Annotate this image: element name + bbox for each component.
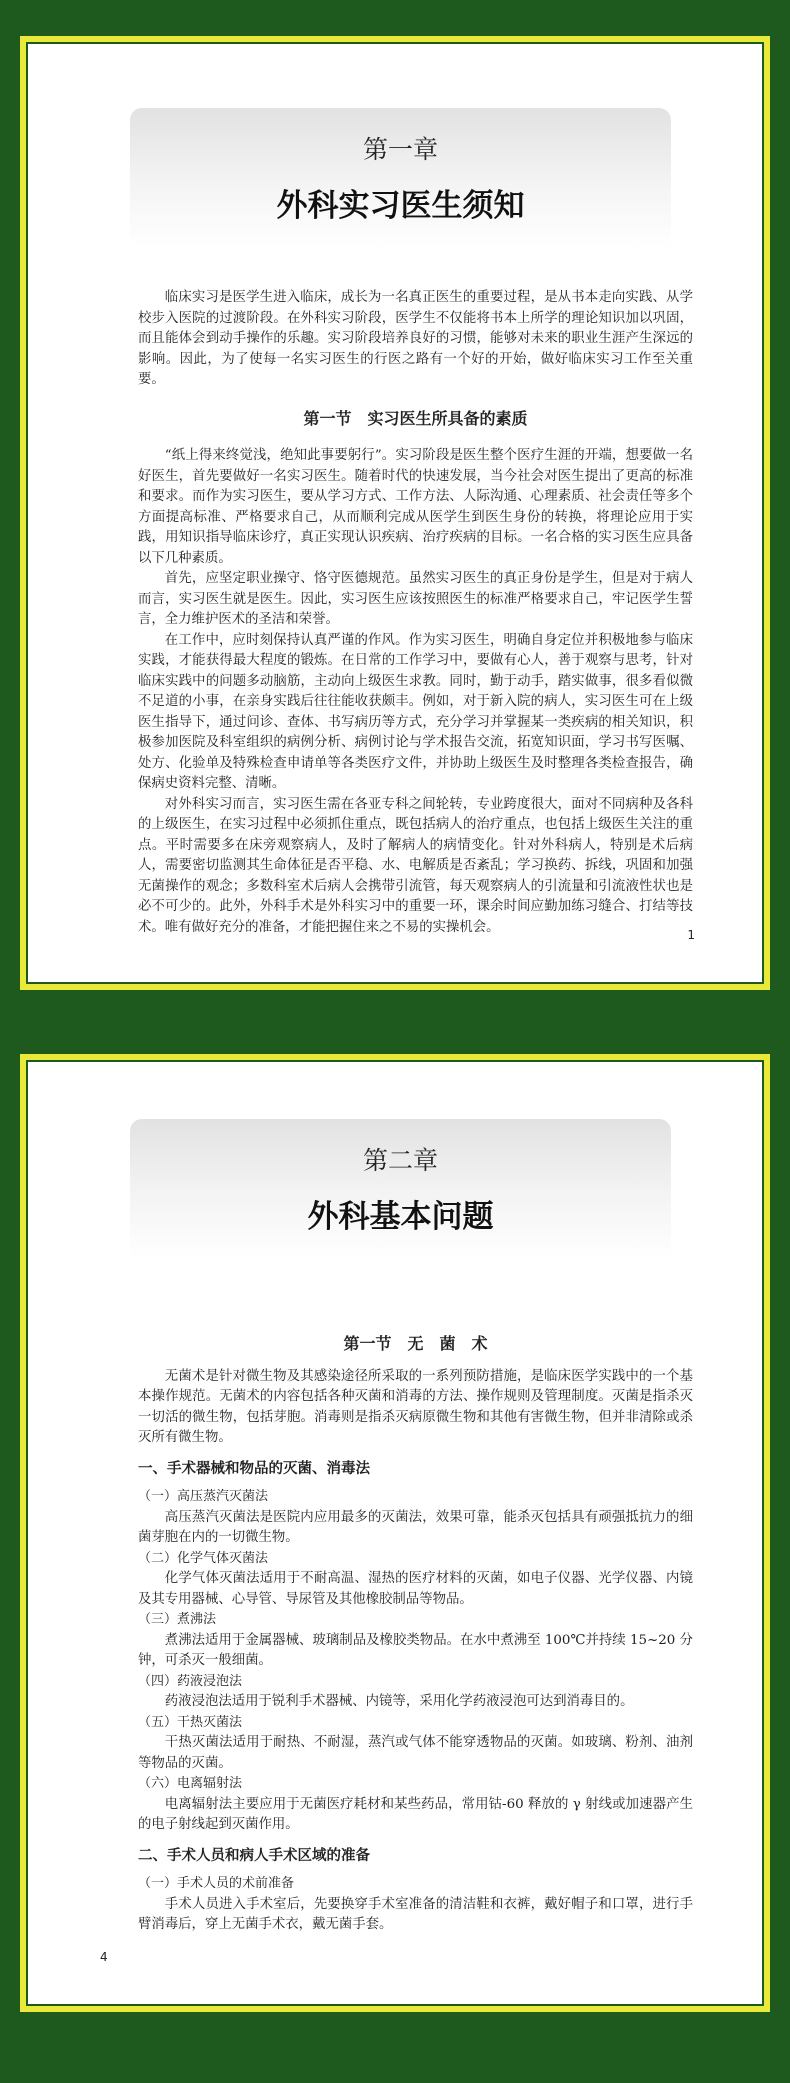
chapter-label: 第二章 — [362, 1146, 438, 1175]
body-paragraph: 在工作中，应时刻保持认真严谨的作风。作为实习医生，明确自身定位并积极地参与临床实践，才能获得最大程度的锻炼。在日常的工作学习中，要做有心人，善于观察与思考，针对临床实践中的问题多动脑筋，主动向上级医生求教。同时，勤于动手，踏实做事，很多看似微不足道的小事，在亲身实践后往往能收获颇丰。例如，对于新入院的病人，实习医生可在上级医生指导下，通过问诊、查体、书写病历等方式，充分学习并掌握某一类疾病的相关知识，积极参加医院及科室组织的病例分析、病例讨论与学术报告交流，拓宽知识面，学习书写医嘱、处方、化验单及特殊检查申请单等各类医疗文件，并协助上级医生及时整理各类检查报告，确保病史资料完整、清晰。 — [138, 632, 693, 791]
item-heading: （二）化学气体灭菌法 — [138, 1550, 269, 1566]
item-heading: （四）药液浸泡法 — [138, 1673, 243, 1689]
subsection-heading: 一、手术器械和物品的灭菌、消毒法 — [138, 1460, 370, 1477]
page-2-content — [30, 1064, 760, 2002]
page-body — [138, 288, 693, 938]
page-number: 1 — [687, 928, 695, 942]
page-number: 4 — [100, 1950, 108, 1964]
item-paragraph: 煮沸法适用于金属器械、玻璃制品及橡胶类物品。在水中煮沸至 100℃并持续 15~20 分钟，可杀灭一般细菌。 — [138, 1632, 693, 1668]
chapter-header — [130, 108, 671, 248]
chapter-label: 第一章 — [362, 135, 438, 164]
body-paragraph: 首先，应坚定职业操守、恪守医德规范。虽然实习医生的真正身份是学生，但是对于病人而言，实习医生就是医生。因此，实习医生应该按照医生的标准严格要求自己，牢记医学生誓言，全力维护医术的圣洁和荣誉。 — [138, 571, 693, 627]
item-paragraph: 化学气体灭菌法适用于不耐高温、湿热的医疗材料的灭菌，如电子仪器、光学仪器、内镜及其专用器械、心导管、导尿管及其他橡胶制品等物品。 — [138, 1571, 693, 1607]
chapter-header — [130, 1119, 671, 1259]
chapter-title: 外科基本问题 — [307, 1199, 494, 1235]
item-heading: （一）手术人员的术前准备 — [138, 1876, 295, 1891]
section-title: 第一节 实习医生所具备的素质 — [303, 408, 528, 428]
subsection-heading: 二、手术人员和病人手术区域的准备 — [138, 1847, 370, 1864]
intro-paragraph: 无菌术是针对微生物及其感染途径所采取的一系列预防措施，是临床医学实践中的一个基本操作规范。无菌术的内容包括各种灭菌和消毒的方法、操作规则及管理制度。灭菌是指杀灭一切活的微生物，包括芽胞。消毒则是指杀灭病原微生物和其他有害微生物，但并非清除或杀灭所有微生物。 — [138, 1368, 693, 1445]
page-1-content — [30, 46, 760, 980]
intro-paragraph: 临床实习是医学生进入临床，成长为一名真正医生的重要过程，是从书本走向实践、从学校步入医院的过渡阶段。在外科实习阶段，医学生不仅能将书本上所学的理论知识加以巩固，而且能体会到动手操作的乐趣。实习阶段培养良好的习惯，能够对未来的职业生涯产生深远的影响。因此，为了使每一名实习医生的行医之路有一个好的开始，做好临床实习工作至关重要。 — [138, 290, 693, 387]
chapter-title: 外科实习医生须知 — [276, 188, 525, 224]
page-body — [138, 1330, 693, 1936]
item-paragraph: 药液浸泡法适用于锐利手术器械、内镜等，采用化学药液浸泡可达到消毒目的。 — [164, 1694, 634, 1709]
item-heading: （三）煮沸法 — [138, 1612, 217, 1627]
item-paragraph: 干热灭菌法适用于耐热、不耐湿，蒸汽或气体不能穿透物品的灭菌。如玻璃、粉剂、油剂等物品的灭菌。 — [138, 1735, 693, 1771]
item-heading: （六）电离辐射法 — [138, 1776, 243, 1791]
item-paragraph: 高压蒸汽灭菌法是医院内应用最多的灭菌法，效果可靠，能杀灭包括具有顽强抵抗力的细菌芽胞在内的一切微生物。 — [138, 1509, 693, 1545]
body-paragraph: “纸上得来终觉浅，绝知此事要躬行”。实习阶段是医生整个医疗生涯的开端，想要做一名好医生，首先要做好一名实习医生。随着时代的快速发展，当今社会对医生提出了更高的标准和要求。而作为实习医生，要从学习方式、工作方法、人际沟通、心理素质、社会责任等多个方面提高标准、严格要求自己，从而顺利完成从医学生到医生身份的转换，将理论应用于实践，用知识指导临床诊疗，真正实现认识疾病、治疗疾病的目标。一名合格的实习医生应具备以下几种素质。 — [138, 448, 693, 566]
item-paragraph: 电离辐射法主要应用于无菌医疗耗材和某些药品，常用钴-60 释放的 γ 射线或加速器产生的电子射线起到灭菌作用。 — [138, 1796, 693, 1832]
item-heading: （五）干热灭菌法 — [138, 1714, 243, 1730]
section-title: 第一节 无 菌 术 — [343, 1334, 488, 1353]
item-paragraph: 手术人员进入手术室后，先要换穿手术室准备的清洁鞋和衣裤，戴好帽子和口罩，进行手臂消毒后，穿上无菌手术衣，戴无菌手套。 — [138, 1896, 693, 1932]
page-1 — [20, 36, 770, 990]
page-2 — [20, 1054, 770, 2012]
body-paragraph: 对外科实习而言，实习医生需在各亚专科之间轮转，专业跨度很大，面对不同病种及各科的上级医生，在实习过程中必须抓住重点，既包括病人的治疗重点，也包括上级医生关注的重点。平时需要多在床旁观察病人，及时了解病人的病情变化。针对外科病人，特别是术后病人，需要密切监测其生命体征是否平稳、水、电解质是否紊乱；学习换药、拆线，巩固和加强无菌操作的观念；多数科室术后病人会携带引流管，每天观察病人的引流量和引流液性状也是必不可少的。此外，外科手术是外科实习中的重要一环，课余时间应勤加练习缝合、打结等技术。唯有做好充分的准备，才能把握住来之不易的实操机会。 — [138, 796, 693, 935]
item-heading: （一）高压蒸汽灭菌法 — [138, 1489, 269, 1504]
